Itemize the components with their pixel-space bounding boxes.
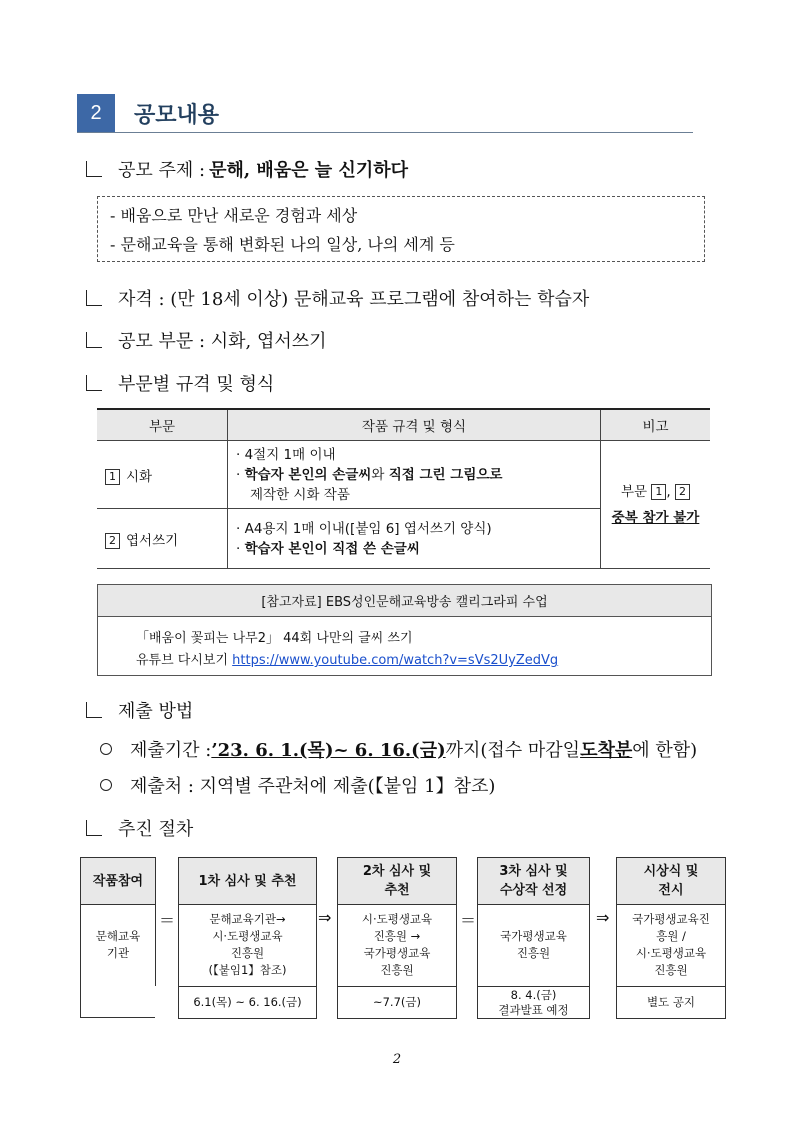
- box-bullet-icon: [86, 290, 102, 306]
- spec-heading: 부문별 규격 및 형식: [118, 374, 275, 395]
- box-bullet-icon: [86, 332, 102, 348]
- youtube-link[interactable]: https://www.youtube.com/watch?v=sVs2UyZedVg: [232, 653, 559, 668]
- theme-row: [86, 156, 408, 182]
- submission-heading-row: [86, 697, 193, 723]
- category-cell: [97, 441, 228, 509]
- category-cell: [97, 509, 228, 569]
- process-heading: 추진 절차: [118, 819, 194, 840]
- flow-arrow: ＝: [460, 911, 477, 930]
- flow-step-date: 8. 4.(금) 결과발표 예정: [477, 986, 590, 1019]
- eligibility-row: [86, 285, 589, 311]
- theme-item: - 배움으로 만난 새로운 경험과 세상: [110, 206, 358, 225]
- eligibility-text: 자격 : (만 18세 이상) 문해교육 프로그램에 참여하는 학습자: [118, 289, 590, 310]
- categories-text: 공모 부문 : 시화, 엽서쓰기: [118, 331, 327, 352]
- flow-step-head: 2차 심사 및 추천: [337, 857, 457, 905]
- section-rule: [77, 132, 693, 133]
- circle-bullet-icon: [100, 779, 112, 791]
- spec-line: · 4절지 1매 이내: [236, 446, 336, 463]
- section-title: 공모내용: [134, 103, 220, 128]
- spec-cell: [228, 509, 601, 569]
- flow-step-body: 시·도평생교육 진흥원 → 국가평생교육 진흥원: [337, 904, 457, 986]
- spec-line: · A4용지 1매 이내([붙임 6] 엽서쓰기 양식): [236, 520, 492, 537]
- flow-step-date: ~7.7(금): [337, 986, 457, 1019]
- spec-table: [97, 408, 710, 569]
- period-label: 제출기간 :: [130, 740, 212, 761]
- period-emphasis: 도착분: [580, 740, 633, 761]
- period-end: 에 한함): [632, 740, 698, 761]
- flow-step-head: 시상식 및 전시: [616, 857, 726, 905]
- flow-arrow: ⇒: [318, 908, 332, 927]
- category-number: 2: [105, 533, 120, 549]
- category-name: 엽서쓰기: [126, 532, 179, 549]
- circle-bullet-icon: [100, 743, 112, 755]
- reference-box: [97, 584, 712, 676]
- spec-cell: [228, 441, 601, 509]
- note-cell: [601, 441, 711, 569]
- theme-label: 공모 주제 :: [118, 160, 206, 181]
- table-header: 작품 규격 및 형식: [228, 409, 601, 441]
- reference-line: 「배움이 꽃피는 나무2」 44회 나만의 글씨 쓰기: [136, 631, 413, 646]
- flow-step-head: 작품참여: [80, 857, 156, 905]
- period-mid: 까지(접수 마감일: [445, 740, 581, 761]
- submission-period-row: [100, 736, 697, 762]
- reference-header: [참고자료] EBS성인문해교육방송 캘리그라피 수업: [98, 585, 711, 617]
- flow-step-body: 문해교육기관→ 시·도평생교육 진흥원 (【붙임1】참조): [178, 904, 317, 986]
- note-emphasis: 중복 참가 불가: [611, 509, 700, 526]
- flow-step-body: 국가평생교육 진흥원: [477, 904, 590, 986]
- section-number: 2: [77, 94, 115, 132]
- flow-step-date: 별도 공지: [616, 986, 726, 1019]
- table-header-row: [97, 409, 710, 441]
- box-bullet-icon: [86, 702, 102, 718]
- category-number: 1: [105, 469, 120, 485]
- box-bullet-icon: [86, 161, 102, 177]
- flow-step-body: 국가평생교육진 흥원 / 시·도평생교육 진흥원: [616, 904, 726, 986]
- categories-row: [86, 327, 327, 353]
- process-heading-row: [86, 815, 193, 841]
- submission-heading: 제출 방법: [118, 701, 194, 722]
- note-line: 부문 1 , 2: [602, 479, 709, 505]
- theme-detail-box: [97, 196, 705, 262]
- table-header: 비고: [601, 409, 711, 441]
- flow-arrow: ⇒: [596, 908, 610, 927]
- flow-step-date: 6.1(목) ~ 6. 16.(금): [178, 986, 317, 1019]
- reference-line: [136, 649, 558, 668]
- spec-line: 제작한 시화 작품: [250, 486, 350, 503]
- theme-item: - 문해교육을 통해 변화된 나의 일상, 나의 세계 등: [110, 235, 455, 254]
- spec-line: · 학습자 본인의 손글씨와 직접 그린 그림으로: [236, 466, 503, 483]
- table-header: 부문: [97, 409, 228, 441]
- submission-place-row: [100, 772, 495, 798]
- box-bullet-icon: [86, 375, 102, 391]
- submission-place: 제출처 : 지역별 주관처에 제출(【붙임 1】참조): [130, 776, 496, 797]
- flow-step-head: 1차 심사 및 추천: [178, 857, 317, 905]
- theme-value: 문해, 배움은 늘 신기하다: [209, 160, 409, 181]
- spec-line: · 학습자 본인이 직접 쓴 손글씨: [236, 540, 420, 557]
- spec-heading-row: [86, 370, 274, 396]
- flow-line: [80, 986, 81, 1018]
- flow-step-body: 문해교육 기관: [80, 904, 156, 986]
- flow-step-head: 3차 심사 및 수상작 선정: [477, 857, 590, 905]
- flow-line: [80, 1017, 155, 1018]
- page-number: 2: [392, 1052, 402, 1067]
- category-name: 시화: [126, 468, 153, 485]
- reference-link-label: 유튜브 다시보기: [136, 653, 233, 668]
- table-row: [97, 441, 710, 509]
- box-bullet-icon: [86, 820, 102, 836]
- period-value: ’23. 6. 1.(목)~ 6. 16.(금): [211, 740, 446, 761]
- flow-arrow: ＝: [159, 911, 176, 930]
